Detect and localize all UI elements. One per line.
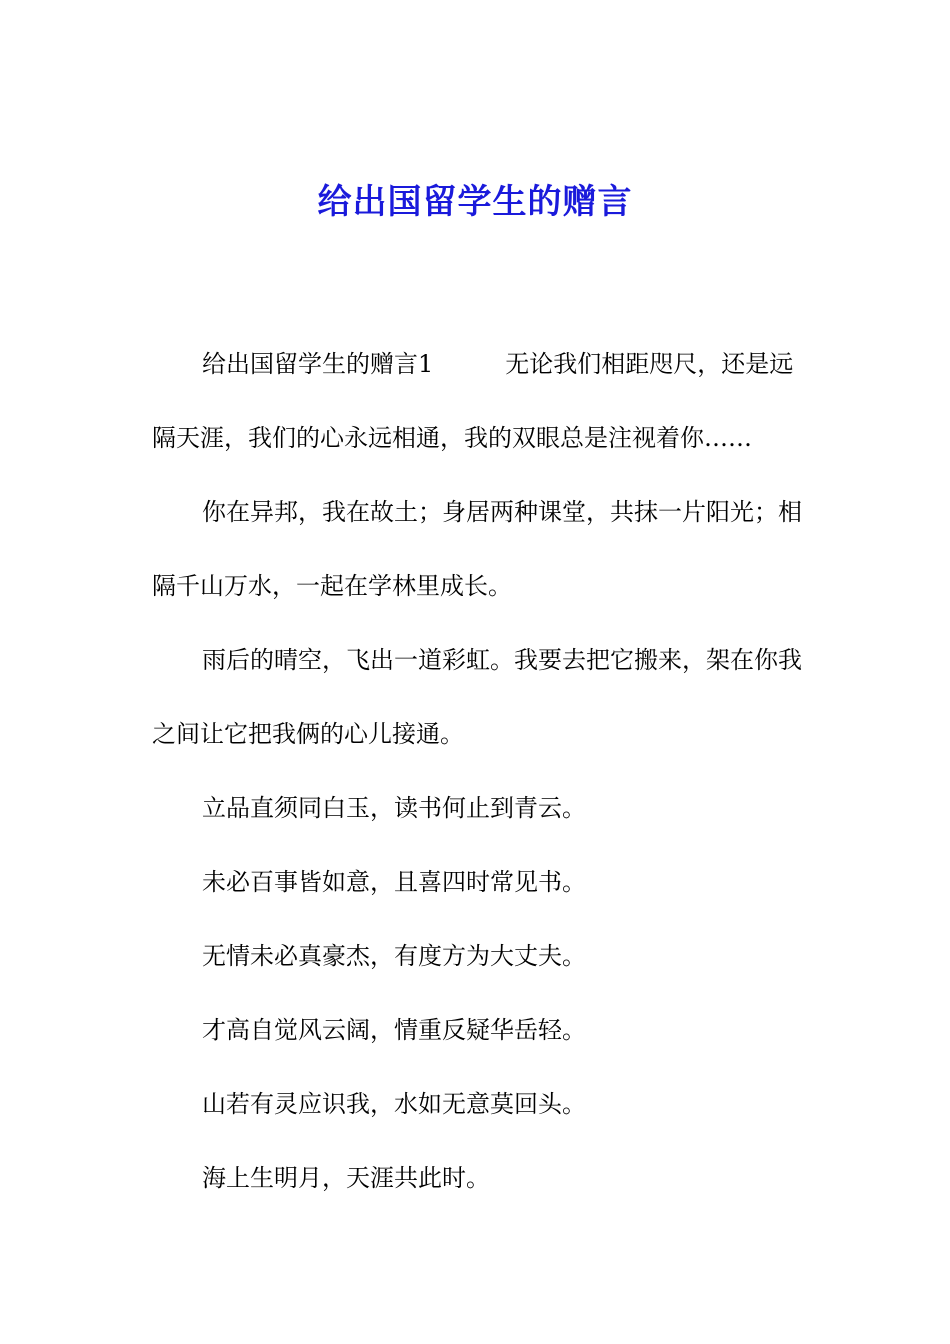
paragraph-4: 立品直须同白玉，读书何止到青云。: [202, 794, 586, 822]
paragraph-9: 海上生明月，天涯共此时。: [202, 1164, 490, 1192]
paragraph-6: 无情未必真豪杰，有度方为大丈夫。: [202, 942, 586, 970]
paragraph-5: 未必百事皆如意，且喜四时常见书。: [202, 868, 586, 896]
paragraph-1: 给出国留学生的赠言1 无论我们相距咫尺，还是远隔天涯，我们的心永远相通，我的双眼总是注视着你……: [152, 350, 794, 452]
paragraph-3: 雨后的晴空，飞出一道彩虹。我要去把它搬来，架在你我之间让它把我俩的心儿接通。: [152, 646, 802, 748]
paragraph-2: 你在异邦，我在故土；身居两种课堂，共抹一片阳光；相隔千山万水，一起在学林里成长。: [152, 498, 802, 600]
paragraph-8: 山若有灵应识我，水如无意莫回头。: [202, 1090, 586, 1118]
document-body: [152, 327, 812, 1215]
document-title: 给出国留学生的赠言: [317, 182, 633, 222]
paragraph-7: 才高自觉风云阔，情重反疑华岳轻。: [202, 1016, 586, 1044]
